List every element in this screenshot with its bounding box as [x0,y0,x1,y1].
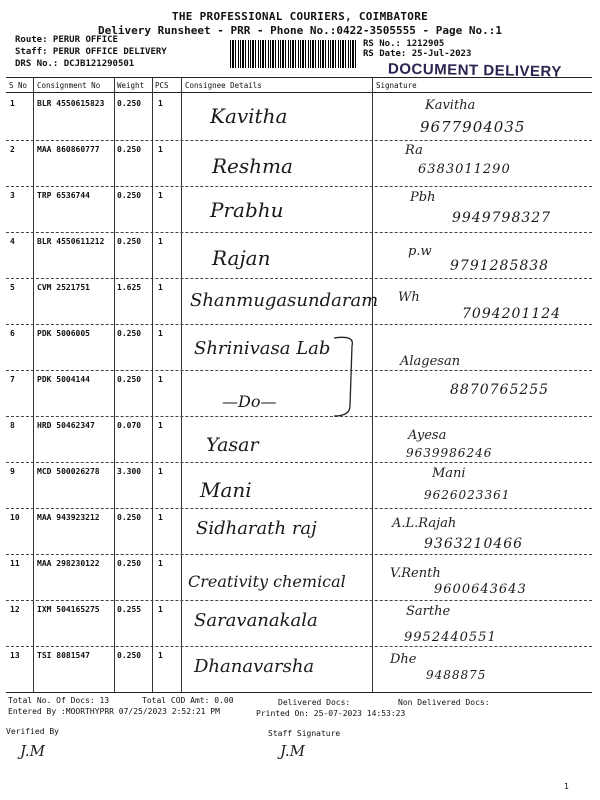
recipient-signature: Alagesan [400,354,461,369]
consignee-name: Yasar [206,434,259,456]
rs-date: RS Date: 25-Jul-2023 [363,49,472,59]
recipient-signature: Ayesa [408,428,447,443]
consignee-name: Rajan [212,246,271,270]
row-sno: 3 [10,191,15,200]
row-pcs: 1 [158,513,163,522]
row-weight: 0.250 [117,329,142,338]
consignee-name: Dhanavarsha [194,656,315,677]
row-weight: 1.625 [117,283,142,292]
row-consignment: TRP 6536744 [37,191,90,200]
total-cod: Total COD Amt: 0.00 [142,696,234,705]
consignee-name: Reshma [212,154,293,178]
recipient-signature: A.L.Rajah [392,516,457,531]
row-divider [6,554,592,555]
consignee-name: Creativity chemical [188,572,346,591]
row-weight: 0.250 [117,513,142,522]
col-sno: S No [9,81,28,90]
table-header-line [6,92,592,93]
row-consignment: BLR 4550615823 [37,99,105,108]
barcode [230,40,358,68]
row-weight: 0.250 [117,237,142,246]
recipient-signature: Ra [405,143,423,158]
row-weight: 0.250 [117,651,142,660]
verifier-signature: J.M [20,742,45,760]
row-sno: 4 [10,237,15,246]
row-divider [6,646,592,647]
row-sno: 6 [10,329,15,338]
route-label: Route: PERUR OFFICE [15,35,118,45]
row-pcs: 1 [158,283,163,292]
row-weight: 0.255 [117,605,142,614]
row-sno: 10 [10,513,20,522]
total-docs: Total No. Of Docs: 13 [8,696,110,705]
page-mark: 1 [564,782,569,791]
row-divider [6,416,592,417]
col-signature: Signature [376,81,417,90]
bracket-mark [330,332,370,420]
consignee-name: Sidharath raj [196,518,317,539]
consignee-name: Shanmugasundaram [190,290,379,311]
row-weight: 0.070 [117,421,142,430]
staff-label: Staff: PERUR OFFICE DELIVERY [15,47,167,57]
col-consignment: Consignment No [37,81,101,90]
row-sno: 2 [10,145,15,154]
document-delivery-stamp: DOCUMENT DELIVERY [387,60,562,81]
consignee-name: Mani [200,478,252,502]
delivered-docs: Delivered Docs: [278,698,351,707]
row-divider [6,600,592,601]
row-weight: 0.250 [117,145,142,154]
row-pcs: 1 [158,605,163,614]
recipient-phone: 9952440551 [404,630,497,645]
row-pcs: 1 [158,99,163,108]
non-delivered-docs: Non Delivered Docs: [398,698,490,707]
col-consignee: Consignee Details [185,81,262,90]
row-divider [6,324,592,325]
row-pcs: 1 [158,191,163,200]
row-consignment: PDK 5006005 [37,329,90,338]
row-divider [6,508,592,509]
runsheet-subtitle: Delivery Runsheet - PRR - Phone No.:0422-3505555 - Page No.:1 [98,24,502,37]
row-sno: 11 [10,559,20,568]
consignee-name: Kavitha [210,104,288,128]
recipient-signature: Kavitha [425,98,476,113]
consignee-name: Prabhu [210,198,284,222]
row-pcs: 1 [158,421,163,430]
row-pcs: 1 [158,145,163,154]
recipient-phone: 9363210466 [424,536,524,552]
row-sno: 8 [10,421,15,430]
row-pcs: 1 [158,237,163,246]
row-sno: 9 [10,467,15,476]
row-consignment: MAA 860860777 [37,145,100,154]
row-weight: 3.300 [117,467,142,476]
row-consignment: IXM 504165275 [37,605,100,614]
recipient-phone: 9791285838 [450,258,550,274]
row-pcs: 1 [158,651,163,660]
rs-number: RS No.: 1212905 [363,39,445,49]
consignee-name: Shrinivasa Lab [194,338,331,359]
recipient-phone: 6383011290 [418,162,511,177]
recipient-phone: 8870765255 [450,382,550,398]
row-weight: 0.250 [117,375,142,384]
recipient-signature: Mani [432,466,466,481]
row-consignment: MCD 500026278 [37,467,100,476]
consignee-name: Saravanakala [194,610,318,631]
row-sno: 7 [10,375,15,384]
table-top-line [6,77,592,78]
recipient-signature: p.w [408,244,432,259]
recipient-signature: Wh [398,290,420,305]
drs-number: DRS No.: DCJB121290501 [15,59,135,69]
row-weight: 0.250 [117,191,142,200]
row-divider [6,140,592,141]
row-sno: 1 [10,99,15,108]
staff-signature-label: Staff Signature [268,729,341,738]
row-sno: 12 [10,605,20,614]
entered-by: Entered By :MOORTHYPRR 07/25/2023 2:52:21 PM [8,707,220,716]
row-consignment: MAA 943923212 [37,513,100,522]
recipient-signature: Pbh [410,190,436,205]
row-pcs: 1 [158,559,163,568]
row-consignment: BLR 4550611212 [37,237,105,246]
col-weight: Weight [117,81,145,90]
staff-signature: J.M [280,742,305,760]
row-divider [6,462,592,463]
recipient-phone: 9488875 [426,668,487,682]
recipient-signature: Sarthe [406,604,451,619]
company-title: THE PROFESSIONAL COURIERS, COIMBATORE [171,10,429,23]
row-weight: 0.250 [117,559,142,568]
row-divider [6,232,592,233]
recipient-phone: 9949798327 [452,210,552,226]
recipient-phone: 9626023361 [424,488,511,502]
verified-by-label: Verified By [6,727,59,736]
recipient-phone: 9600643643 [434,582,527,597]
row-pcs: 1 [158,375,163,384]
table-bottom-line [6,692,592,693]
row-consignment: TSI 8081547 [37,651,90,660]
row-divider [6,278,592,279]
row-consignment: PDK 5004144 [37,375,90,384]
row-divider [6,370,592,371]
recipient-signature: V.Renth [390,566,441,581]
row-weight: 0.250 [117,99,142,108]
row-consignment: MAA 298230122 [37,559,100,568]
printed-on: Printed On: 25-07-2023 14:53:23 [256,709,406,718]
row-sno: 13 [10,651,20,660]
row-pcs: 1 [158,467,163,476]
row-divider [6,186,592,187]
recipient-phone: 9677904035 [420,118,526,136]
row-sno: 5 [10,283,15,292]
recipient-phone: 7094201124 [462,306,562,322]
row-consignment: HRD 50462347 [37,421,95,430]
recipient-signature: Dhe [390,652,417,667]
row-pcs: 1 [158,329,163,338]
recipient-phone: 9639986246 [406,446,493,460]
row-consignment: CVM 2521751 [37,283,90,292]
consignee-name: —Do— [222,392,277,411]
col-pcs: PCS [155,81,169,90]
